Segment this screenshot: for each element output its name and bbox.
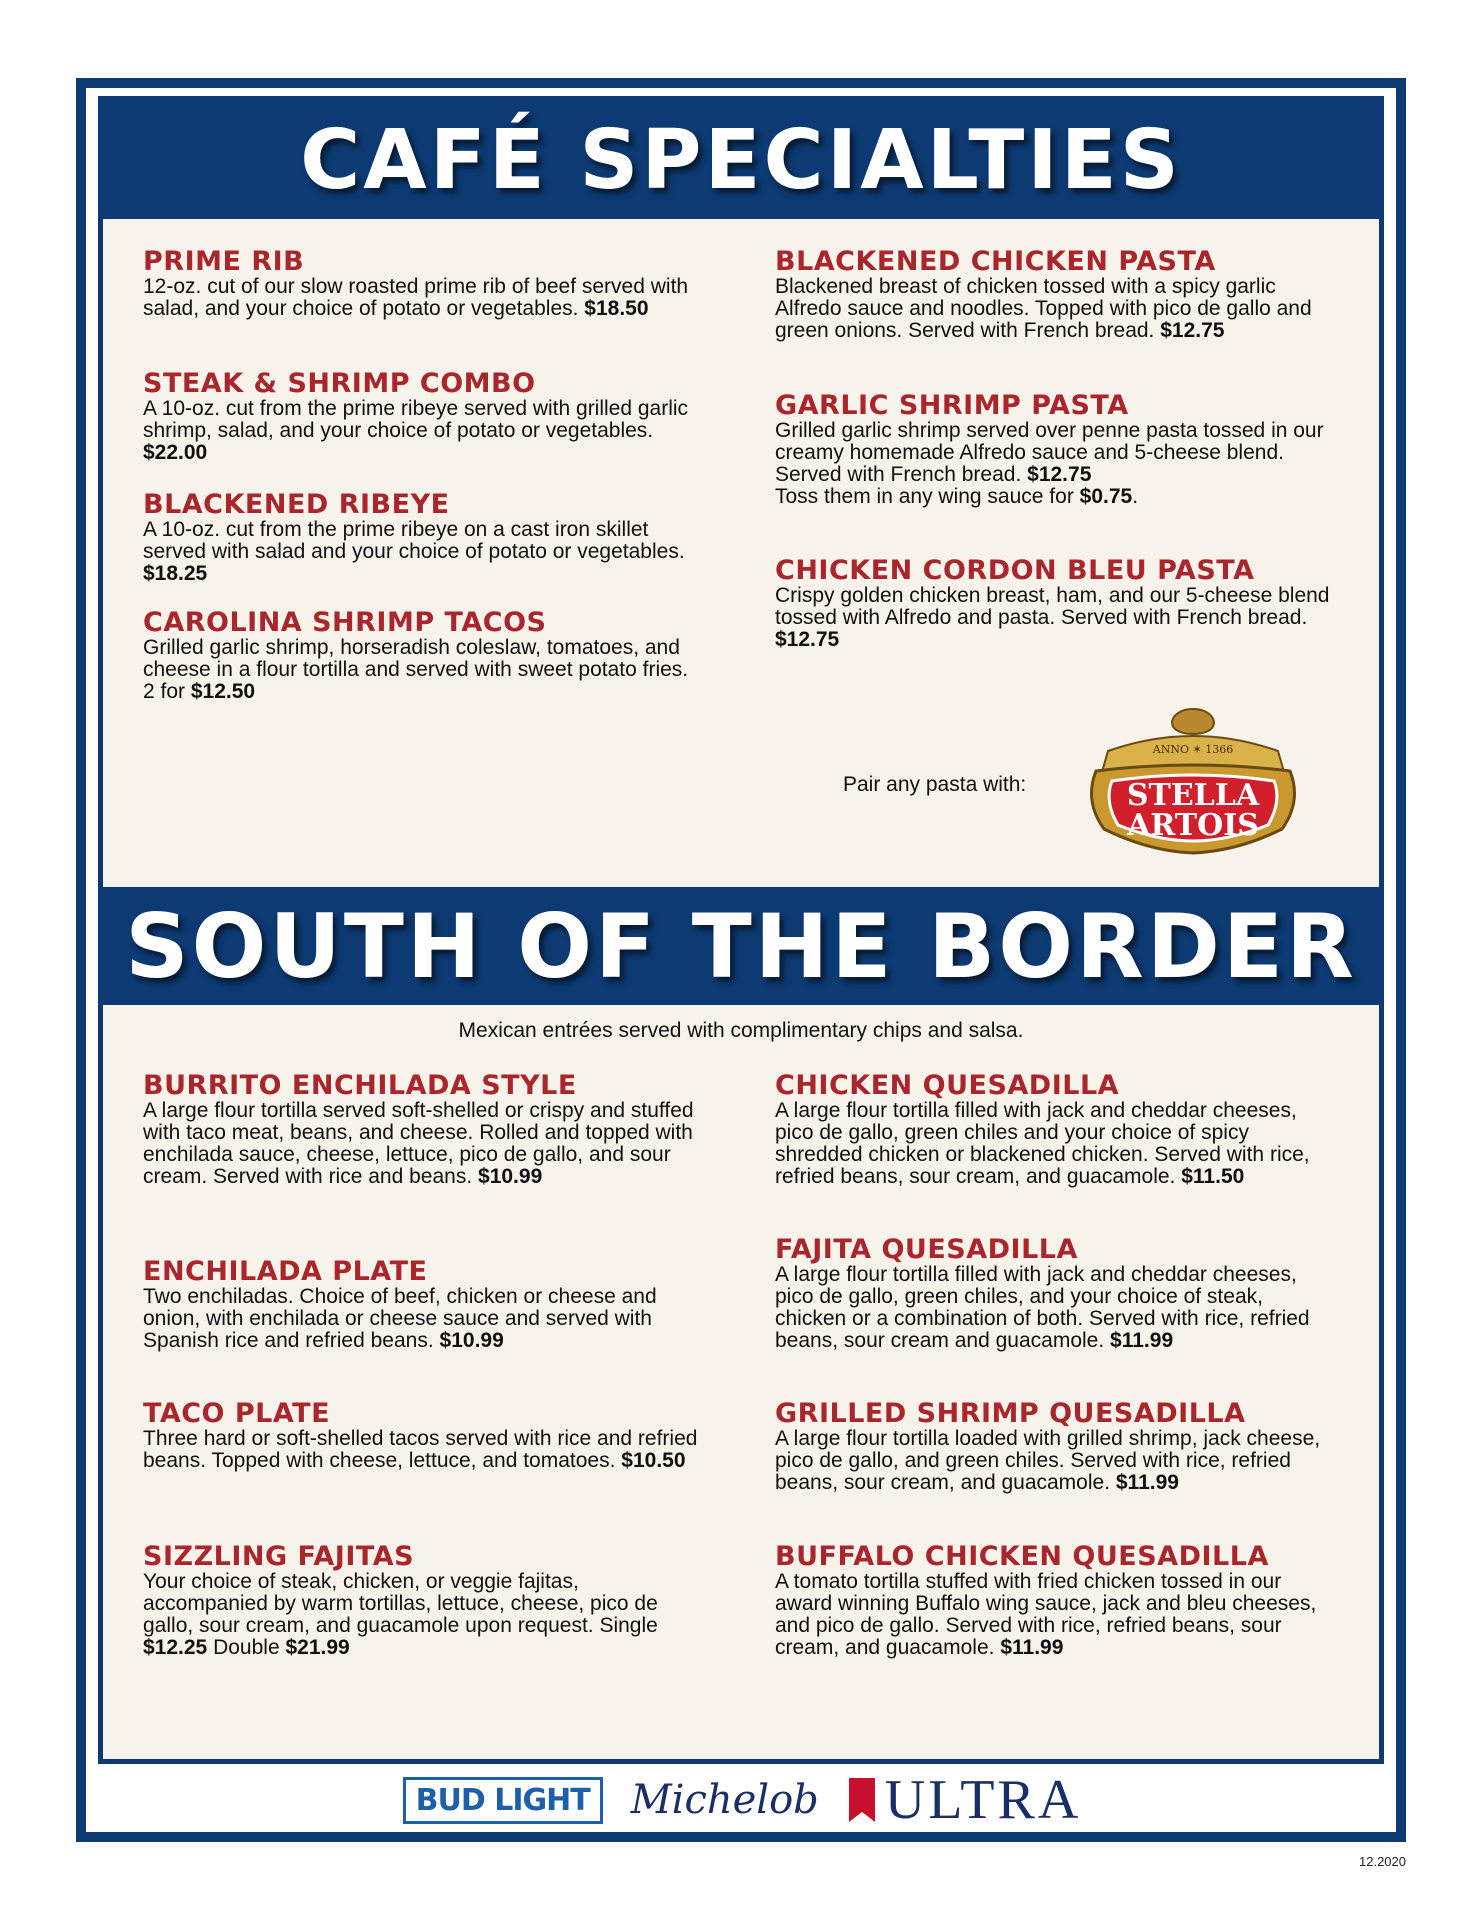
- item-description: Two enchiladas. Choice of beef, chicken or cheese and onion, with enchilada or cheese sauce and served with Spanish rice and refried beans. $10.99: [143, 1285, 657, 1352]
- item-title: STEAK & SHRIMP COMBO: [143, 368, 536, 399]
- menu-item-blackened-ribeye: [143, 490, 703, 585]
- stella-line1: STELLA: [1126, 778, 1260, 813]
- stella-anno-text: ANNO ✶ 1366: [1152, 743, 1234, 756]
- menu-item-burrito-enchilada-style: [143, 1071, 703, 1188]
- item-price: $10.99: [439, 1329, 504, 1352]
- item-description: A large flour tortilla filled with jack and cheddar cheeses, pico de gallo, green chiles and your choice of spicy shredded chicken or blackened chicken. Served with rice, refried beans, sour cream, and guacamole. $11.50: [775, 1099, 1310, 1188]
- item-title: GARLIC SHRIMP PASTA: [775, 390, 1129, 421]
- bud-light-logo: BUD LIGHT: [403, 1777, 603, 1824]
- item-title: GRILLED SHRIMP QUESADILLA: [775, 1398, 1246, 1429]
- ultra-text: ULTRA: [884, 1769, 1082, 1831]
- item-description: Crispy golden chicken breast, ham, and our 5-cheese blend tossed with Alfredo and pasta. Served with French bread. $12.75: [775, 584, 1330, 651]
- south-of-the-border-title: SOUTH OF THE BORDER: [125, 894, 1357, 998]
- item-title: SIZZLING FAJITAS: [143, 1541, 415, 1572]
- menu-item-blackened-chicken-pasta: [775, 247, 1335, 342]
- item-title: BUFFALO CHICKEN QUESADILLA: [775, 1541, 1269, 1572]
- ultra-ribbon-icon: [847, 1776, 877, 1824]
- cafe-specialties-title: CAFÉ SPECIALTIES: [300, 112, 1182, 208]
- item-price: $12.50: [190, 680, 256, 703]
- item-title: CHICKEN CORDON BLEU PASTA: [775, 555, 1255, 586]
- item-price: $10.50: [621, 1449, 686, 1472]
- item-description: Grilled garlic shrimp, horseradish coleslaw, tomatoes, and cheese in a flour tortilla and served with sweet potato fries. 2 for $12.50: [143, 636, 689, 703]
- item-price: $10.99: [478, 1165, 543, 1188]
- item-title: ENCHILADA PLATE: [143, 1256, 428, 1287]
- menu-item-fajita-quesadilla: [775, 1235, 1335, 1352]
- menu-item-chicken-cordon-bleu-pasta: [775, 556, 1335, 651]
- michelob-logo: Michelob: [630, 1777, 819, 1823]
- menu-item-grilled-shrimp-quesadilla: [775, 1399, 1335, 1494]
- item-price: $12.75: [775, 628, 840, 651]
- menu-item-sizzling-fajitas: [143, 1542, 703, 1659]
- item-description: Three hard or soft-shelled tacos served with rice and refried beans. Topped with cheese, lettuce, and tomatoes. $10.50: [143, 1427, 698, 1472]
- item-description: 12-oz. cut of our slow roasted prime rib of beef served with salad, and your choice of potato or vegetables. $18.50: [143, 275, 689, 320]
- item-price: $11.50: [1181, 1165, 1245, 1188]
- menu-item-steak-shrimp-combo: [143, 369, 703, 464]
- cafe-specialties-banner: [103, 101, 1379, 219]
- michelob-ultra-logo: [847, 1768, 1082, 1832]
- item-title: FAJITA QUESADILLA: [775, 1234, 1078, 1265]
- item-price: $18.25: [143, 562, 208, 585]
- stella-line2: ARTOIS: [1127, 808, 1259, 843]
- item-description: Blackened breast of chicken tossed with a spicy garlic Alfredo sauce and noodles. Topped with pico de gallo and green onions. Served with French bread. $12.75: [775, 275, 1312, 342]
- item-description: A large flour tortilla filled with jack and cheddar cheeses, pico de gallo, green chiles, and your choice of steak, chicken or a combination of both. Served with rice, refried beans, sour cream and guacamole. $11.99: [775, 1263, 1310, 1352]
- item-price: $11.99: [1000, 1636, 1064, 1659]
- item-description: Grilled garlic shrimp served over penne pasta tossed in our creamy homemade Alfredo sauce and 5-cheese blend. Served with French bread. $12.75 Toss them in any wing sauce for $0.75.: [775, 419, 1324, 508]
- pair-pasta-text: Pair any pasta with:: [843, 773, 1027, 796]
- menu-item-garlic-shrimp-pasta: [775, 391, 1335, 508]
- item-title: PRIME RIB: [143, 246, 305, 277]
- south-of-the-border-banner: [103, 887, 1379, 1005]
- stella-artois-logo: [1078, 701, 1308, 861]
- item-price: $0.75: [1079, 485, 1133, 508]
- menu-item-chicken-quesadilla: [775, 1071, 1335, 1188]
- item-price: $12.75: [1160, 319, 1225, 342]
- menu-item-buffalo-chicken-quesadilla: [775, 1542, 1335, 1659]
- mexican-entrees-note: Mexican entrées served with complimentary chips and salsa.: [458, 1019, 1024, 1042]
- date-code: 12.2020: [1359, 1854, 1406, 1869]
- item-price: $12.75: [1027, 463, 1092, 486]
- menu-item-carolina-shrimp-tacos: [143, 608, 703, 703]
- item-price: $21.99: [285, 1636, 350, 1659]
- item-price: $12.25: [143, 1636, 208, 1659]
- beer-logos: [0, 1770, 1484, 1830]
- item-description: Your choice of steak, chicken, or veggie fajitas, accompanied by warm tortillas, lettuce, cheese, pico de gallo, sour cream, and guacamole upon request. Single $12.25 Double $21.99: [143, 1570, 658, 1659]
- item-title: BLACKENED CHICKEN PASTA: [775, 246, 1216, 277]
- item-title: CAROLINA SHRIMP TACOS: [143, 607, 547, 638]
- menu-item-taco-plate: [143, 1399, 703, 1472]
- item-price: $22.00: [143, 441, 208, 464]
- item-title: BLACKENED RIBEYE: [143, 489, 450, 520]
- item-price: $11.99: [1115, 1471, 1179, 1494]
- menu-panel: [98, 96, 1384, 1764]
- item-description: A large flour tortilla loaded with grilled shrimp, jack cheese, pico de gallo, and green chiles. Served with rice, refried beans, sour cream, and guacamole. $11.99: [775, 1427, 1321, 1494]
- item-price: $11.99: [1110, 1329, 1174, 1352]
- menu-item-prime-rib: [143, 247, 703, 320]
- menu-item-enchilada-plate: [143, 1257, 703, 1352]
- item-description: A 10-oz. cut from the prime ribeye on a cast iron skillet served with salad and your choice of potato or vegetables. $18.25: [143, 518, 685, 585]
- item-description: A tomato tortilla stuffed with fried chicken tossed in our award winning Buffalo wing sauce, jack and bleu cheeses, and pico de gallo. Served with rice, refried beans, sour cream, and guacamole. $11.99: [775, 1570, 1317, 1659]
- item-title: TACO PLATE: [143, 1398, 331, 1429]
- item-title: CHICKEN QUESADILLA: [775, 1070, 1120, 1101]
- item-price: $18.50: [584, 297, 649, 320]
- item-description: A large flour tortilla served soft-shelled or crispy and stuffed with taco meat, beans, and cheese. Rolled and topped with enchilada sauce, cheese, lettuce, pico de gallo, and sour cream. Served with rice and beans. $10.99: [143, 1099, 694, 1188]
- item-description: A 10-oz. cut from the prime ribeye served with grilled garlic shrimp, salad, and your choice of potato or vegetables. $22.00: [143, 397, 689, 464]
- item-title: BURRITO ENCHILADA STYLE: [143, 1070, 577, 1101]
